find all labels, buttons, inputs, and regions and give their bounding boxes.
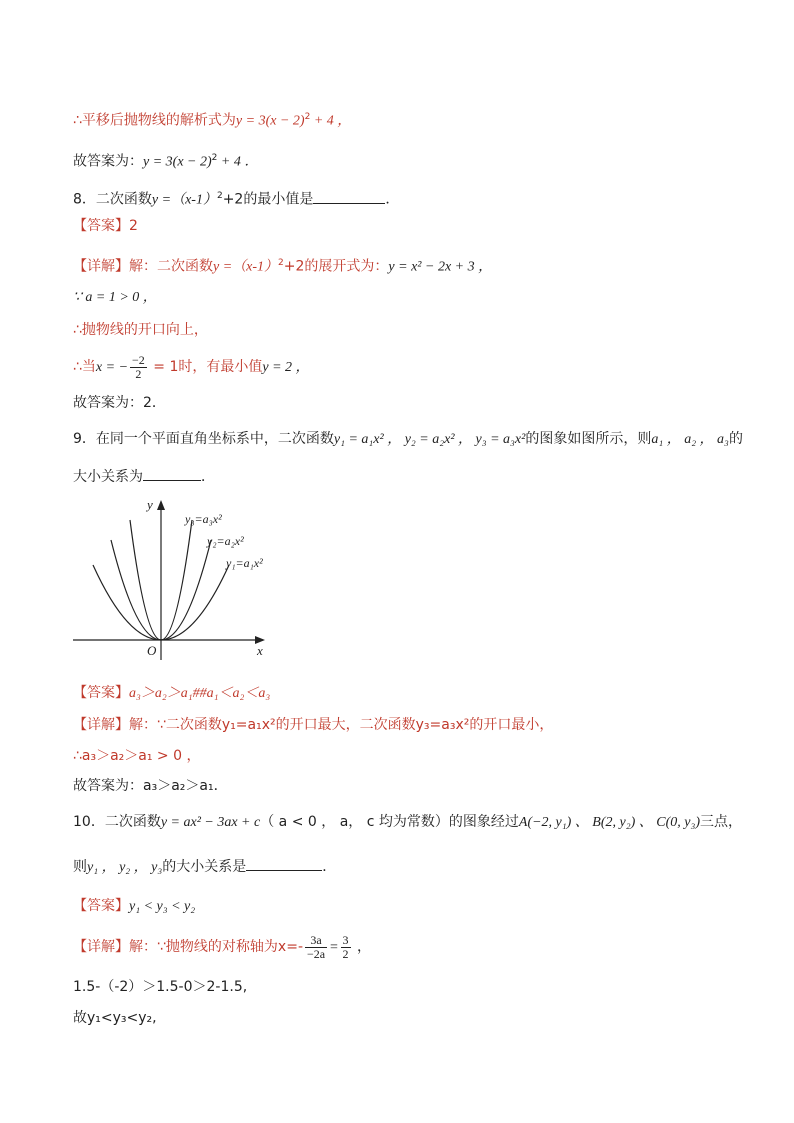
q8-fn: y =（x-1） xyxy=(151,192,217,208)
origin-label: O xyxy=(147,643,157,658)
step-8-3-x: x = − xyxy=(95,360,129,375)
q9-blank xyxy=(143,466,201,481)
shift-result-tail: + 4 ， xyxy=(310,113,352,129)
detail-8-mid: +2的展开式为： xyxy=(283,258,389,275)
shift-result-exp: 2 xyxy=(304,112,311,122)
q10-ys: y₁ ， y₂ ， y₃ xyxy=(87,860,163,875)
detail-8-text: 解：二次函数 xyxy=(129,258,213,275)
y-axis-label: y xyxy=(147,497,153,512)
q8-tail: +2的最小值是 xyxy=(222,191,314,208)
q10-blank xyxy=(246,856,322,871)
q10-pts: A(−2, y₁) 、 B(2, y₂) 、 C(0, y₃) xyxy=(518,815,700,830)
answer-7-formula: y = 3(x − 2) xyxy=(143,154,212,170)
answer-9-label: 【答案】 xyxy=(73,685,129,701)
detail-8-label: 【详解】 xyxy=(73,258,129,275)
detail-10-frac-1 xyxy=(305,934,327,961)
q9-line2-end: ． xyxy=(201,469,215,485)
detail-10-frac-2 xyxy=(341,934,351,961)
question-9-line-1 xyxy=(73,429,743,450)
step-8-2: ∴抛物线的开口向上， xyxy=(73,322,208,338)
q8-exp: 2 xyxy=(216,191,223,201)
detail-10-label: 【详解】 xyxy=(73,939,129,955)
answer-10-label: 【答案】 xyxy=(73,898,129,914)
q10-line2-end: ． xyxy=(322,859,337,875)
step-8-4: 故答案为：2． xyxy=(73,395,166,411)
detail-9-text: 解：∵二次函数y₁=a₁x²的开口最大，二次函数y₃=a₃x²的开口最小， xyxy=(129,717,554,733)
detail-10-den1: −2a xyxy=(307,946,326,961)
q10-line2-a: 则 xyxy=(73,859,87,875)
answer-8-value: 2 xyxy=(129,218,138,234)
step-9-1: ∴a₃＞a₂＞a₁ > 0 ， xyxy=(73,748,201,764)
question-9-line-2 xyxy=(73,466,215,487)
q10-cond: （ a < 0 ， a， c 均为常数）的图象经过 xyxy=(260,814,519,830)
step-8-3 xyxy=(73,353,310,382)
answer-8-label: 【答案】 xyxy=(73,218,129,234)
q9-line2: 大小关系为 xyxy=(73,469,143,485)
q9-line1: 9．在同一个平面直角坐标系中，二次函数 xyxy=(73,431,334,447)
q10-fn: y = ax² − 3ax + c xyxy=(160,815,261,830)
detail-8 xyxy=(73,253,492,278)
detail-10-end: ， xyxy=(352,939,371,955)
answer-10 xyxy=(73,896,195,917)
step-8-1: ∵ a = 1 > 0 ， xyxy=(73,290,157,305)
detail-10-den2: 2 xyxy=(342,946,349,961)
detail-10-x: x=- xyxy=(277,939,303,955)
step-8-3-frac xyxy=(130,354,147,381)
label-y2: y₂=a₂x² xyxy=(207,534,244,548)
detail-10-text: 解：∵抛物线的对称轴为 xyxy=(129,939,278,955)
q9-fns: y₁ = a₁x² ， y₂ = a₂x² ， y₃ = a₃x² xyxy=(333,432,526,447)
q9-coefs: a₁ ， a₂ ， a₃ xyxy=(651,432,729,447)
detail-9-label: 【详解】 xyxy=(73,717,129,733)
x-axis-label: x xyxy=(257,643,263,658)
detail-8-formula: y = x² − 2x + 3 ， xyxy=(388,259,493,275)
answer-9-value: a₃＞a₂＞a₁##a₁＜a₂＜a₃ xyxy=(129,686,271,701)
q8-end: ． xyxy=(385,191,400,208)
detail-10-num2: 3 xyxy=(342,932,349,947)
q10-line1-end: 三点， xyxy=(700,814,742,830)
shift-result-line xyxy=(73,107,351,132)
answer-line-7 xyxy=(73,148,258,173)
q9-line1-tail: 的图象如图所示，则 xyxy=(525,431,652,447)
y-axis-arrow xyxy=(157,500,165,510)
shift-result-prefix: ∴平移后抛物线的解析式为 xyxy=(73,112,236,129)
step-8-3-b: = 1时，有最小值 xyxy=(148,359,263,375)
answer-7-exp: 2 xyxy=(211,153,218,163)
label-y1: y₁=a₁x² xyxy=(226,556,263,570)
step-10-1: 1.5-（-2）＞1.5-0＞2-1.5, xyxy=(73,979,248,995)
detail-9 xyxy=(73,715,553,735)
question-10-line-1 xyxy=(73,812,742,833)
q8-blank xyxy=(313,189,385,204)
answer-8 xyxy=(73,216,138,236)
answer-7-prefix: 故答案为： xyxy=(73,153,143,170)
step-8-3-den: 2 xyxy=(135,366,142,381)
question-8 xyxy=(73,186,399,211)
step-9-2: 故答案为：a₃＞a₂＞a₁． xyxy=(73,778,228,794)
answer-10-value: y₁ < y₃ < y₂ xyxy=(129,899,196,914)
q10-line1-a: 10．二次函数 xyxy=(73,814,161,830)
q9-line1-end: 的 xyxy=(728,431,743,447)
q8-text: 8．二次函数 xyxy=(73,191,152,208)
shift-result-formula: y = 3(x − 2) xyxy=(235,113,305,129)
step-8-3-c: y = 2 ， xyxy=(262,360,310,375)
detail-10 xyxy=(73,932,371,963)
detail-10-eq: = xyxy=(329,940,339,955)
label-y3: y₃=a₃x² xyxy=(185,512,222,526)
step-8-3-a: ∴当 xyxy=(73,359,96,375)
answer-7-tail: + 4 ． xyxy=(217,154,259,170)
step-8-3-num: −2 xyxy=(132,352,145,367)
question-10-line-2 xyxy=(73,856,336,878)
detail-8-fn: y =（x-1） xyxy=(213,259,279,275)
detail-8-exp: 2 xyxy=(278,258,284,268)
parabola-graph xyxy=(73,495,283,665)
q10-line2-b: 的大小关系是 xyxy=(162,859,247,875)
step-10-2: 故y₁<y₃<y₂, xyxy=(73,1010,157,1026)
detail-10-num1: 3a xyxy=(305,934,327,948)
answer-9 xyxy=(73,683,270,704)
